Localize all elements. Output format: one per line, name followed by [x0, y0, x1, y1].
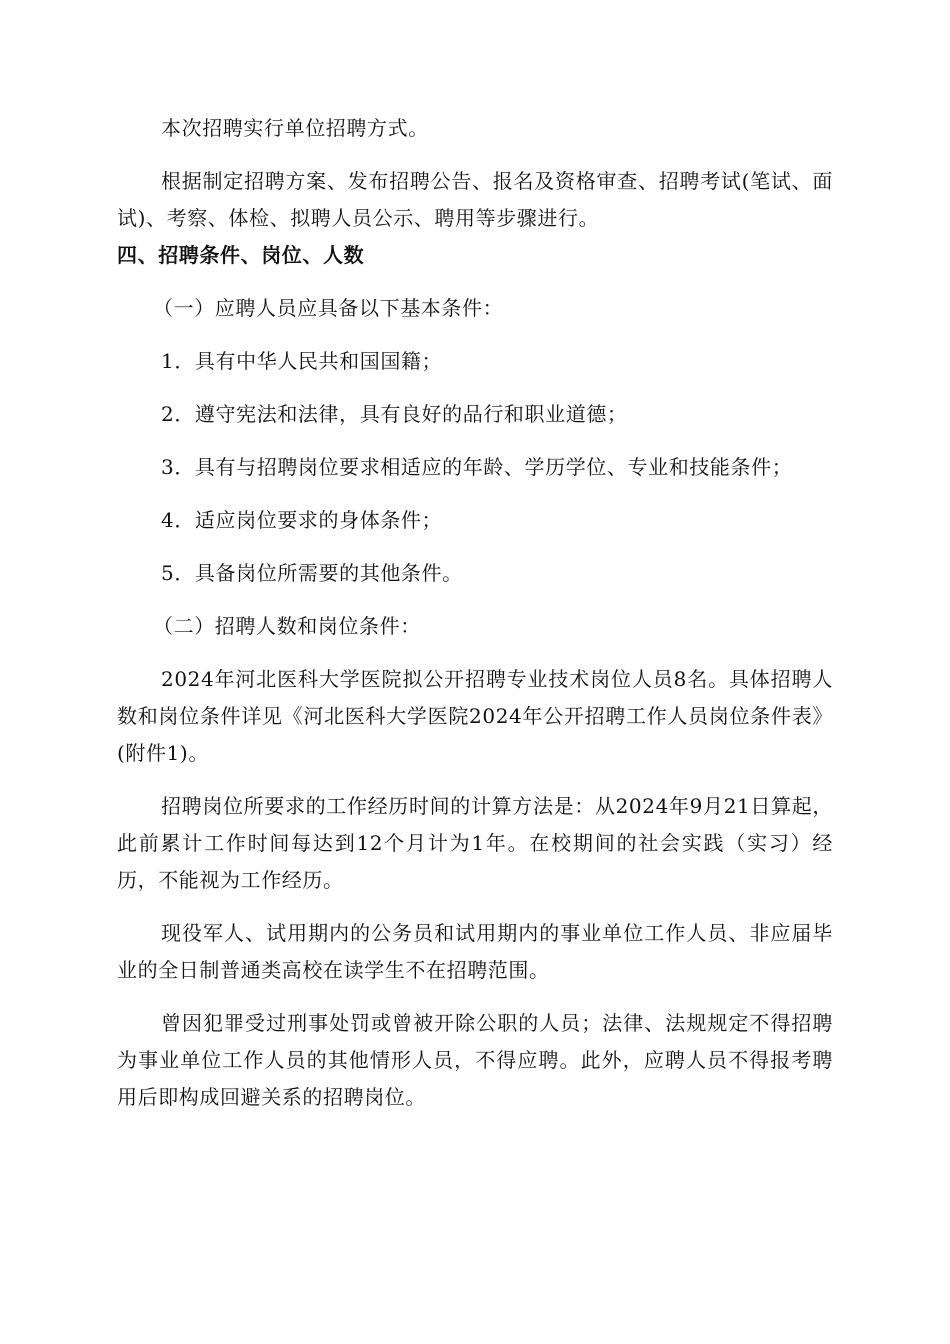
paragraph-recruitment-steps: 根据制定招聘方案、发布招聘公告、报名及资格审查、招聘考试(笔试、面试)、考察、体检、拟聘人员公示、聘用等步骤进行。: [117, 169, 833, 230]
paragraph-work-experience: 招聘岗位所要求的工作经历时间的计算方法是：从2024年9月21日算起，此前累计工作时间每达到12个月计为1年。在校期间的社会实践（实习）经历，不能视为工作经历。: [117, 794, 833, 892]
list-item-qualifications: 3．具有与招聘岗位要求相适应的年龄、学历学位、专业和技能条件；: [161, 455, 793, 479]
list-item-health: 4．适应岗位要求的身体条件；: [161, 508, 443, 532]
list-item-law: 2．遵守宪法和法律，具有良好的品行和职业道德；: [161, 402, 628, 426]
subheading-positions: （二）招聘人数和岗位条件：: [153, 614, 421, 638]
document-page: [117, 110, 833, 1116]
list-item-other: 5．具备岗位所需要的其他条件。: [161, 561, 463, 585]
subheading-basic-conditions: （一）应聘人员应具备以下基本条件：: [153, 296, 504, 320]
paragraph-disqualifications: 曾因犯罪受过刑事处罚或曾被开除公职的人员；法律、法规规定不得招聘为事业单位工作人员的其他情形人员，不得应聘。此外，应聘人员不得报考聘用后即构成回避关系的招聘岗位。: [117, 1011, 833, 1109]
paragraph-positions-count: 2024年河北医科大学医院拟公开招聘专业技术岗位人员8名。具体招聘人数和岗位条件详见《河北医科大学医院2024年公开招聘工作人员岗位条件表》(附件1)。: [117, 667, 833, 765]
list-item-nationality: 1．具有中华人民共和国国籍；: [161, 349, 443, 373]
paragraph-exclusions: 现役军人、试用期内的公务员和试用期内的事业单位工作人员、非应届毕业的全日制普通类高校在读学生不在招聘范围。: [117, 921, 833, 982]
paragraph-recruitment-method: 本次招聘实行单位招聘方式。: [161, 116, 429, 140]
section-heading-conditions: 四、招聘条件、岗位、人数: [117, 243, 365, 267]
